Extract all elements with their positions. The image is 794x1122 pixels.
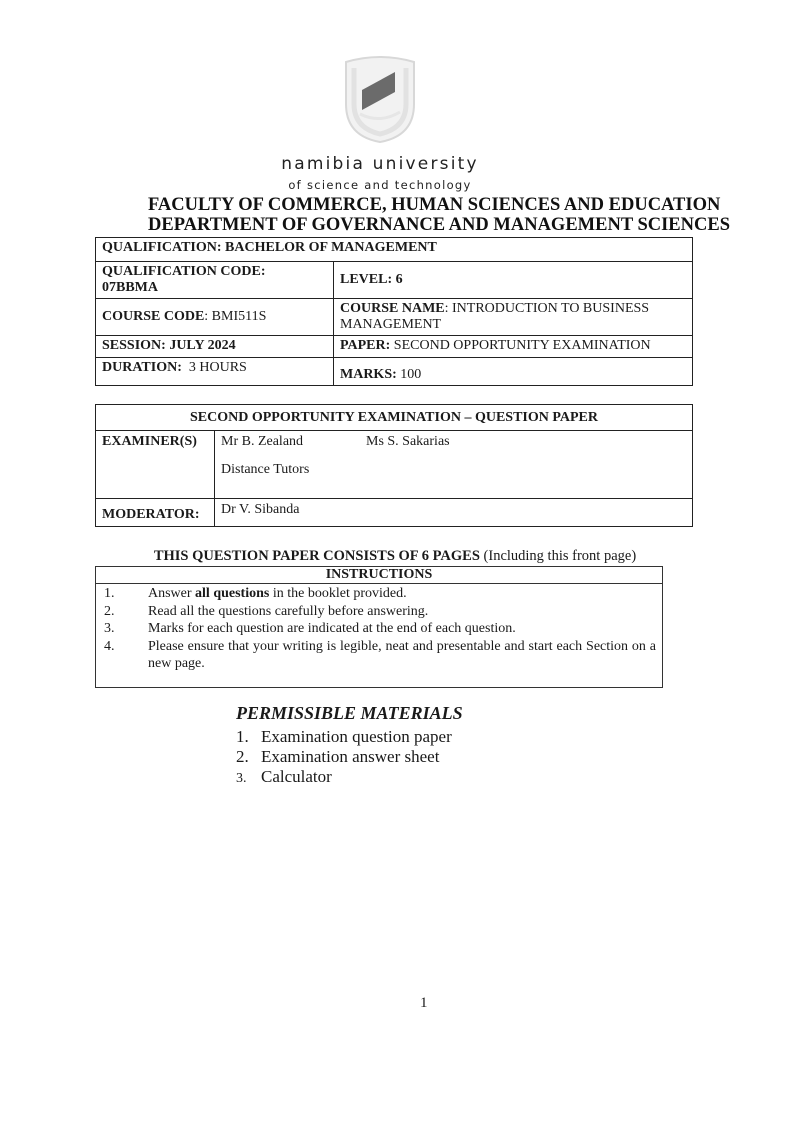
permissible-number: 1. (236, 727, 249, 746)
instruction-text: Read all the questions carefully before answering. (148, 603, 429, 619)
instruction-item (96, 603, 662, 621)
instruction-item (96, 638, 662, 673)
instruction-text: Marks for each question are indicated at the end of each question. (148, 621, 516, 636)
university-logo (340, 52, 420, 144)
level-cell (334, 262, 693, 299)
marks-value: 100 (400, 367, 422, 382)
duration-cell (96, 358, 334, 386)
course-code-cell (96, 299, 334, 336)
course-code-label: COURSE CODE (102, 309, 205, 324)
session-label: SESSION: (102, 338, 166, 353)
faculty-heading: FACULTY OF COMMERCE, HUMAN SCIENCES AND EDUCATION (148, 195, 721, 215)
permissible-text: Examination answer sheet (261, 747, 440, 766)
page-count-notice (0, 548, 790, 565)
instruction-text: Answer all questions in the booklet provided. (148, 586, 407, 601)
department-heading: DEPARTMENT OF GOVERNANCE AND MANAGEMENT SCIENCES (148, 215, 730, 235)
instruction-item (96, 620, 662, 638)
qualification-cell (96, 238, 693, 262)
qualification-code-cell (96, 262, 334, 299)
qualification-label: QUALIFICATION: (102, 240, 222, 255)
instruction-number: 1. (104, 586, 115, 601)
permissible-number: 3. (236, 771, 247, 786)
exam-paper-title: SECOND OPPORTUNITY EXAMINATION – QUESTION PAPER (96, 405, 693, 431)
page-count-bold: THIS QUESTION PAPER CONSISTS OF 6 PAGES (153, 548, 480, 564)
course-name-value: : INTRODUCTION TO BUSINESS MANAGEMENT (340, 301, 650, 332)
paper-label: PAPER: (340, 338, 391, 353)
session-cell (96, 336, 334, 358)
permissible-item (236, 727, 452, 747)
qualification-code-value: 07BBMA (102, 280, 158, 295)
examiner-label: EXAMINER(S) (96, 431, 215, 499)
marks-label: MARKS: (340, 367, 397, 382)
instructions-box (95, 566, 663, 688)
qualification-table (95, 237, 693, 386)
examiner-table (95, 404, 693, 527)
instructions-list (96, 585, 662, 673)
duration-value: 3 HOURS (188, 360, 247, 375)
examiner-3: Distance Tutors (221, 462, 310, 477)
level-label: LEVEL: (340, 272, 393, 287)
page-number: 1 (420, 995, 428, 1011)
moderator-name: Dr V. Sibanda (215, 499, 693, 527)
level-value: 6 (395, 272, 403, 287)
course-name-cell (334, 299, 693, 336)
permissible-materials-list (236, 727, 452, 789)
examiner-names-cell (215, 431, 693, 499)
permissible-materials-title: PERMISSIBLE MATERIALS (236, 703, 463, 723)
paper-cell (334, 336, 693, 358)
instruction-item (96, 585, 662, 603)
examiner-1: Mr B. Zealand (221, 434, 304, 449)
session-value: JULY 2024 (169, 338, 236, 353)
qualification-code-label: QUALIFICATION CODE: (102, 264, 266, 279)
moderator-label: MODERATOR: (96, 499, 215, 527)
duration-label: DURATION: (102, 360, 182, 375)
university-name: namibia university (281, 154, 479, 174)
instruction-number: 2. (104, 603, 115, 619)
permissible-text: Calculator (261, 767, 332, 786)
instructions-title: INSTRUCTIONS (96, 567, 662, 584)
paper-value: SECOND OPPORTUNITY EXAMINATION (393, 338, 651, 353)
instruction-number: 3. (104, 621, 115, 636)
university-subtitle: of science and technology (288, 178, 472, 192)
instruction-number: 4. (104, 638, 115, 654)
page-count-normal: (Including this front page) (479, 548, 637, 564)
marks-cell (334, 358, 693, 386)
permissible-item (236, 747, 452, 767)
permissible-item (236, 767, 452, 789)
course-name-label: COURSE NAME (340, 301, 445, 316)
qualification-value: BACHELOR OF MANAGEMENT (225, 240, 437, 255)
course-code-value: : BMI511S (204, 309, 267, 324)
permissible-text: Examination question paper (261, 727, 452, 746)
instruction-text: Please ensure that your writing is legible, neat and presentable and start each Section on a new page. (148, 638, 656, 671)
examiner-2: Ms S. Sakarias (366, 434, 450, 449)
permissible-number: 2. (236, 747, 249, 766)
